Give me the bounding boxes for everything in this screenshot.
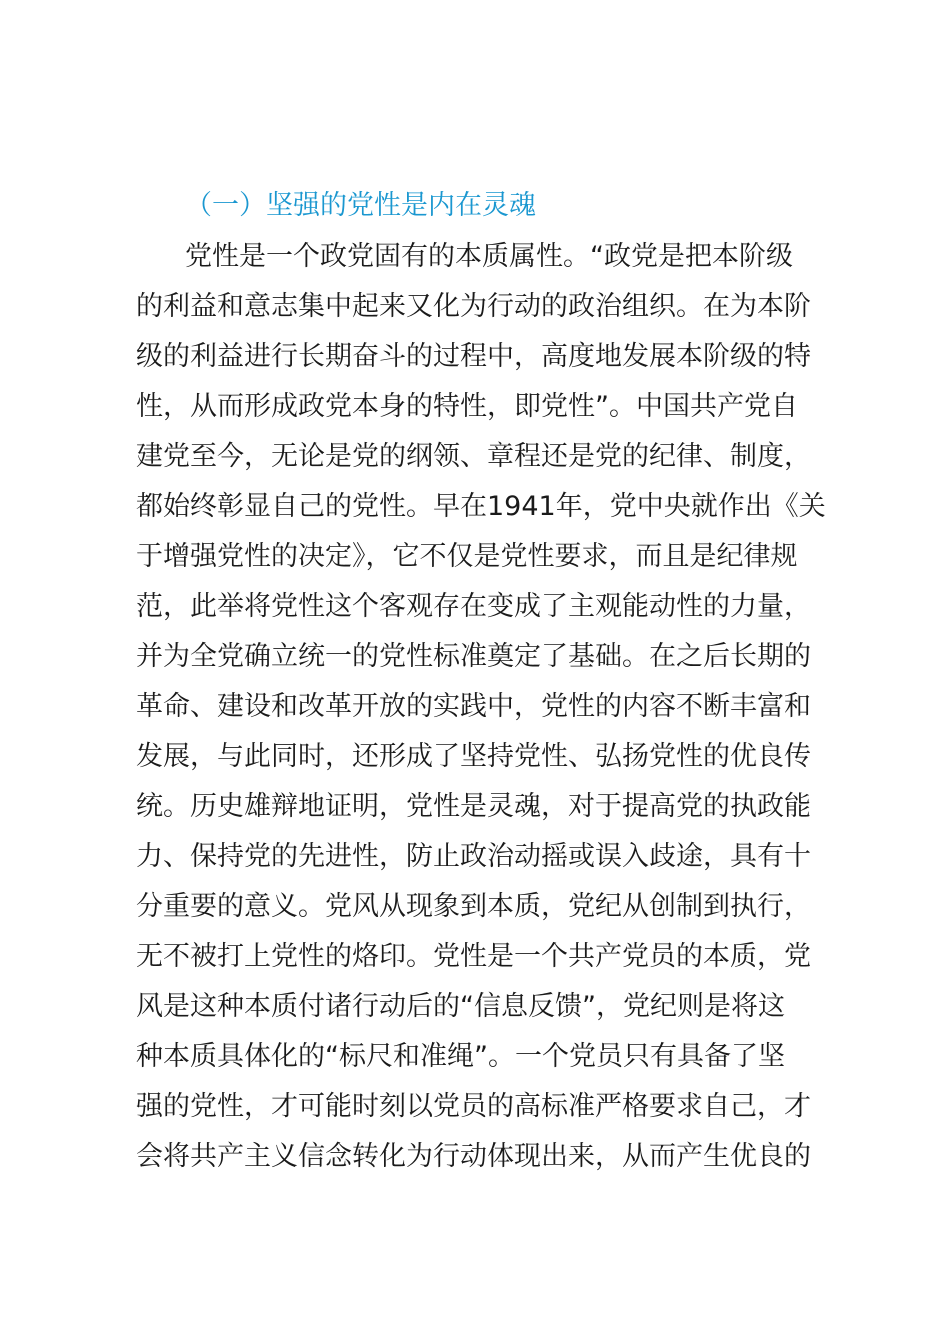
body-paragraph [136,232,846,1182]
paragraph-line: 统。历史雄辩地证明，党性是灵魂，对于提高党的执政能 [136,791,811,822]
paragraph-line: 于增强党性的决定》，它不仅是党性要求，而且是纪律规 [136,541,798,572]
paragraph-line: 级的利益进行长期奋斗的过程中，高度地发展本阶级的特 [136,341,811,372]
paragraph-line: 会将共产主义信念转化为行动体现出来，从而产生优良的 [136,1141,811,1172]
paragraph-line: 强的党性，才可能时刻以党员的高标准严格要求自己，才 [136,1091,811,1122]
paragraph-line: 力、保持党的先进性，防止政治动摇或误入歧途，具有十 [136,841,811,872]
paragraph-line: 建党至今，无论是党的纲领、章程还是党的纪律、制度， [136,441,811,472]
paragraph-line: 范，此举将党性这个客观存在变成了主观能动性的力量， [136,591,811,622]
paragraph-line: 性，从而形成政党本身的特性，即党性”。中国共产党自 [136,391,798,422]
paragraph-line: 无不被打上党性的烙印。党性是一个共产党员的本质，党 [136,941,811,972]
paragraph-line: 的利益和意志集中起来又化为行动的政治组织。在为本阶 [136,291,811,322]
paragraph-line: 党性是一个政党固有的本质属性。“政党是把本阶级 [185,241,793,272]
section-heading: （一）坚强的党性是内在灵魂 [185,190,536,221]
paragraph-line: 并为全党确立统一的党性标准奠定了基础。在之后长期的 [136,641,811,672]
paragraph-line: 革命、建设和改革开放的实践中，党性的内容不断丰富和 [136,691,811,722]
paragraph-line: 风是这种本质付诸行动后的“信息反馈”，党纪则是将这 [136,991,785,1022]
paragraph-line: 发展，与此同时，还形成了坚持党性、弘扬党性的优良传 [136,741,811,772]
paragraph-line: 都始终彰显自己的党性。早在1941年，党中央就作出《关 [136,491,826,522]
paragraph-line: 种本质具体化的“标尺和准绳”。一个党员只有具备了坚 [136,1041,785,1072]
paragraph-line: 分重要的意义。党风从现象到本质，党纪从创制到执行， [136,891,811,922]
